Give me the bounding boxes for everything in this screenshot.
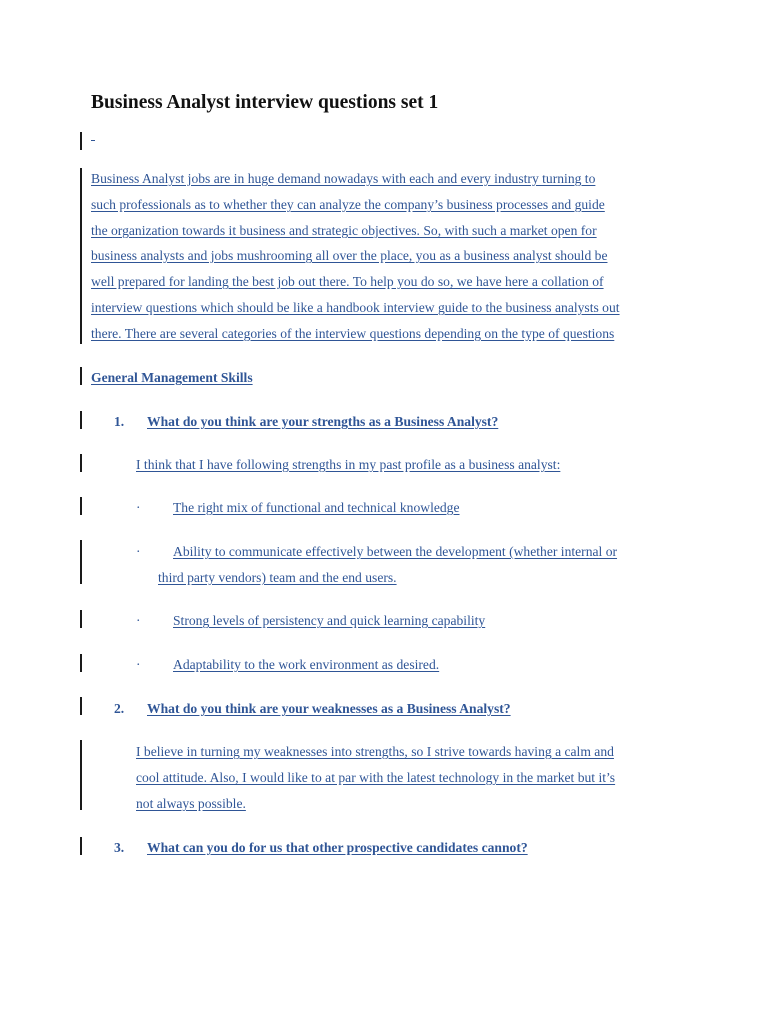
question-text: What do you think are your weaknesses as a Business Analyst?: [147, 701, 511, 716]
question-number: 3.: [114, 840, 125, 855]
intro-line[interactable]: there. There are several categories of the interview questions depending on the type of questions: [91, 326, 615, 341]
bullet-text: Ability to communicate effectively between the development (whether internal or: [173, 544, 618, 559]
change-bar: [80, 454, 82, 472]
change-bar: [80, 610, 82, 628]
answer-intro[interactable]: I think that I have following strengths in my past profile as a business analyst:: [136, 457, 561, 472]
bullet-item[interactable]: [136, 499, 460, 517]
change-bar: [80, 540, 82, 584]
answer-line[interactable]: not always possible.: [136, 796, 246, 811]
intro-line[interactable]: interview questions which should be like a handbook interview guide to the business analysts out: [91, 300, 620, 315]
intro-line[interactable]: well prepared for landing the best job out there. To help you do so, we have here a collation of: [91, 274, 604, 289]
change-bar: [80, 497, 82, 515]
question-3[interactable]: [114, 839, 528, 857]
question-2[interactable]: [114, 700, 511, 718]
bullet-icon: ·: [136, 657, 141, 672]
question-number: 1.: [114, 414, 125, 429]
bullet-item[interactable]: [136, 656, 439, 674]
empty-paragraph-mark: [91, 140, 95, 141]
bullet-text: Adaptability to the work environment as desired.: [173, 657, 440, 672]
change-bar: [80, 132, 82, 150]
change-bar: [80, 367, 82, 385]
bullet-text-continued[interactable]: third party vendors) team and the end users.: [158, 570, 397, 585]
change-bar: [80, 697, 82, 715]
change-bar: [80, 654, 82, 672]
bullet-icon: ·: [136, 613, 141, 628]
change-bar: [80, 740, 82, 810]
change-bar: [80, 168, 82, 344]
intro-line[interactable]: the organization towards it business and strategic objectives. So, with such a market open for: [91, 223, 597, 238]
question-text: What can you do for us that other prospective candidates cannot?: [147, 840, 528, 855]
intro-line[interactable]: such professionals as to whether they can analyze the company’s business processes and guide: [91, 197, 605, 212]
page-title: Business Analyst interview questions set 1: [91, 92, 439, 113]
bullet-text: The right mix of functional and technical knowledge: [173, 500, 460, 515]
bullet-item[interactable]: [136, 612, 485, 630]
question-number: 2.: [114, 701, 125, 716]
bullet-icon: ·: [136, 544, 141, 559]
bullet-icon: ·: [136, 500, 141, 515]
answer-line[interactable]: cool attitude. Also, I would like to at par with the latest technology in the market but it’s: [136, 770, 616, 785]
change-bar: [80, 411, 82, 429]
question-text: What do you think are your strengths as a Business Analyst?: [147, 414, 499, 429]
answer-line[interactable]: I believe in turning my weaknesses into strengths, so I strive towards having a calm and: [136, 744, 614, 759]
intro-line[interactable]: business analysts and jobs mushrooming all over the place, you as a business analyst should be: [91, 248, 608, 263]
bullet-text: Strong levels of persistency and quick learning capability: [173, 613, 486, 628]
change-bar: [80, 837, 82, 855]
question-1[interactable]: [114, 413, 498, 431]
section-heading[interactable]: General Management Skills: [91, 370, 253, 385]
bullet-item[interactable]: [136, 543, 617, 561]
intro-line[interactable]: Business Analyst jobs are in huge demand nowadays with each and every industry turning to: [91, 171, 596, 186]
